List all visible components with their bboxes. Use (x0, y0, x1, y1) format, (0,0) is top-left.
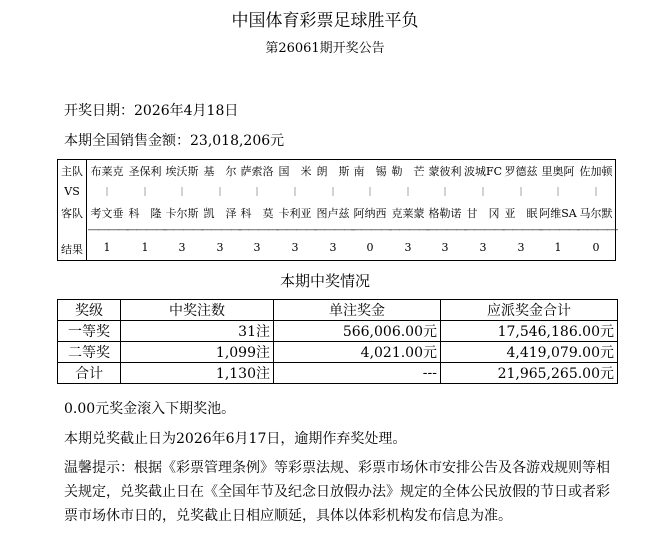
vs-separator: ｜ (140, 188, 150, 198)
page-title: 中国体育彩票足球胜平负 (231, 11, 419, 31)
match-home-team: 圣保利 (128, 165, 162, 178)
vs-separator: ｜ (215, 188, 225, 198)
deadline-text: 本期兑奖截止日为2026年6月17日，逾期作弃奖处理。 (64, 431, 407, 447)
vs-separator: ｜ (478, 188, 488, 198)
match-divider: ―――― (577, 223, 617, 236)
match-home-team: 蒙彼利 (428, 165, 462, 178)
prize-single: 4,021.00元 (274, 342, 441, 363)
match-result: 3 (404, 241, 412, 254)
match-result: 3 (329, 241, 337, 254)
match-home-team: 里奥阿 (541, 165, 575, 178)
prize-level: 合计 (58, 363, 121, 384)
vs-separator: ｜ (403, 188, 413, 198)
page-subtitle: 第26061期开奖公告 (265, 41, 385, 56)
vs-separator: ｜ (553, 188, 563, 198)
vs-separator: ｜ (290, 188, 300, 198)
row-label-result: 结果 (61, 243, 83, 256)
match-away-team: 克莱蒙 (391, 207, 425, 220)
match-result: 3 (291, 241, 299, 254)
header-single: 单注奖金 (274, 300, 441, 321)
match-away-team: 阿维SA (539, 207, 577, 220)
match-divider: ―――― (539, 223, 579, 236)
row-label-away: 客队 (61, 207, 83, 220)
vs-separator: ｜ (591, 188, 601, 198)
pool-text: 0.00元奖金滚入下期奖池。 (64, 401, 236, 417)
match-home-team: 罗德兹 (504, 165, 538, 178)
match-result: 3 (517, 241, 525, 254)
match-result: 0 (592, 241, 600, 254)
prize-total: 21,965,265.00元 (441, 363, 618, 384)
vs-separator: ｜ (516, 188, 526, 198)
match-home-team: 布莱克 (90, 165, 124, 178)
match-away-team: 凯 泽 (203, 207, 237, 220)
vs-separator: ｜ (328, 188, 338, 198)
match-home-team: 南 锡 (353, 165, 387, 178)
match-divider: ―――― (238, 223, 278, 236)
match-result: 1 (554, 241, 562, 254)
match-home-team: 国 米 (278, 165, 312, 178)
prize-single: --- (274, 363, 441, 384)
match-divider: ―――― (389, 223, 429, 236)
match-away-team: 格勒诺 (428, 207, 462, 220)
match-away-team: 考文垂 (90, 207, 124, 220)
match-home-team: 埃沃斯 (165, 165, 199, 178)
prize-total: 4,419,079.00元 (441, 342, 618, 363)
prize-single: 566,006.00元 (274, 321, 441, 342)
vs-separator: ｜ (177, 188, 187, 198)
match-result: 1 (103, 241, 111, 254)
match-home-team: 基 尔 (203, 165, 237, 178)
match-divider: ―――― (502, 223, 542, 236)
prize-count: 1,130注 (121, 363, 274, 384)
match-result: 3 (216, 241, 224, 254)
match-divider: ―――― (88, 223, 128, 236)
match-divider: ―――― (276, 223, 316, 236)
match-away-team: 阿纳西 (353, 207, 387, 220)
match-divider: ―――― (464, 223, 504, 236)
header-total: 应派奖金合计 (441, 300, 618, 321)
table-row (58, 321, 618, 342)
match-table (57, 159, 616, 261)
match-divider: ―――― (201, 223, 241, 236)
match-result: 3 (253, 241, 261, 254)
match-home-team: 波城FC (464, 165, 502, 178)
prize-table (57, 299, 618, 384)
match-away-team: 马尔默 (579, 207, 613, 220)
match-divider: ―――― (163, 223, 203, 236)
match-away-team: 亚 眠 (504, 207, 538, 220)
prize-level: 二等奖 (58, 342, 121, 363)
match-result: 3 (441, 241, 449, 254)
match-result: 1 (141, 241, 149, 254)
match-divider: ―――― (126, 223, 166, 236)
table-row (58, 363, 618, 384)
prize-table-header (58, 300, 618, 321)
header-level: 奖级 (58, 300, 121, 321)
row-label-home: 主队 (61, 165, 83, 178)
row-label-vs: VS (64, 185, 80, 198)
match-away-team: 甘 冈 (466, 207, 500, 220)
prize-count: 1,099注 (121, 342, 274, 363)
match-divider: ―――― (426, 223, 466, 236)
match-result: 3 (178, 241, 186, 254)
table-row (58, 342, 618, 363)
match-divider: ―――― (351, 223, 391, 236)
match-result: 3 (479, 241, 487, 254)
sales-amount: 本期全国销售金额：23,018,206元 (64, 133, 285, 149)
prize-total: 17,546,186.00元 (441, 321, 618, 342)
prize-level: 一等奖 (58, 321, 121, 342)
match-away-team: 卡尔斯 (165, 207, 199, 220)
prize-count: 31注 (121, 321, 274, 342)
vs-separator: ｜ (102, 188, 112, 198)
header-count: 中奖注数 (121, 300, 274, 321)
match-home-team: 朗 斯 (316, 165, 350, 178)
match-result: 0 (366, 241, 374, 254)
match-home-team: 佐加顿 (579, 165, 613, 178)
table-divider (86, 160, 87, 260)
match-home-team: 萨索洛 (240, 165, 274, 178)
match-home-team: 勒 芒 (391, 165, 425, 178)
vs-separator: ｜ (440, 188, 450, 198)
notice-text: 温馨提示：根据《彩票管理条例》等彩票法规、彩票市场休市安排公告及各游戏规则等相关规定，兑奖截止日在《全国年节及纪念日放假办法》规定的全体公民放假的节日或者彩票市场休市日的，兑奖截止日相应顺延，具体以体彩机构发布信息为准。 (64, 460, 610, 524)
vs-separator: ｜ (252, 188, 262, 198)
match-away-team: 科 莫 (240, 207, 274, 220)
draw-date: 开奖日期：2026年4月18日 (64, 103, 239, 119)
match-away-team: 图卢兹 (316, 207, 350, 220)
section-title: 本期中奖情况 (279, 272, 370, 290)
match-away-team: 科 隆 (128, 207, 162, 220)
vs-separator: ｜ (365, 188, 375, 198)
match-away-team: 卡利亚 (278, 207, 312, 220)
match-divider: ―――― (314, 223, 354, 236)
